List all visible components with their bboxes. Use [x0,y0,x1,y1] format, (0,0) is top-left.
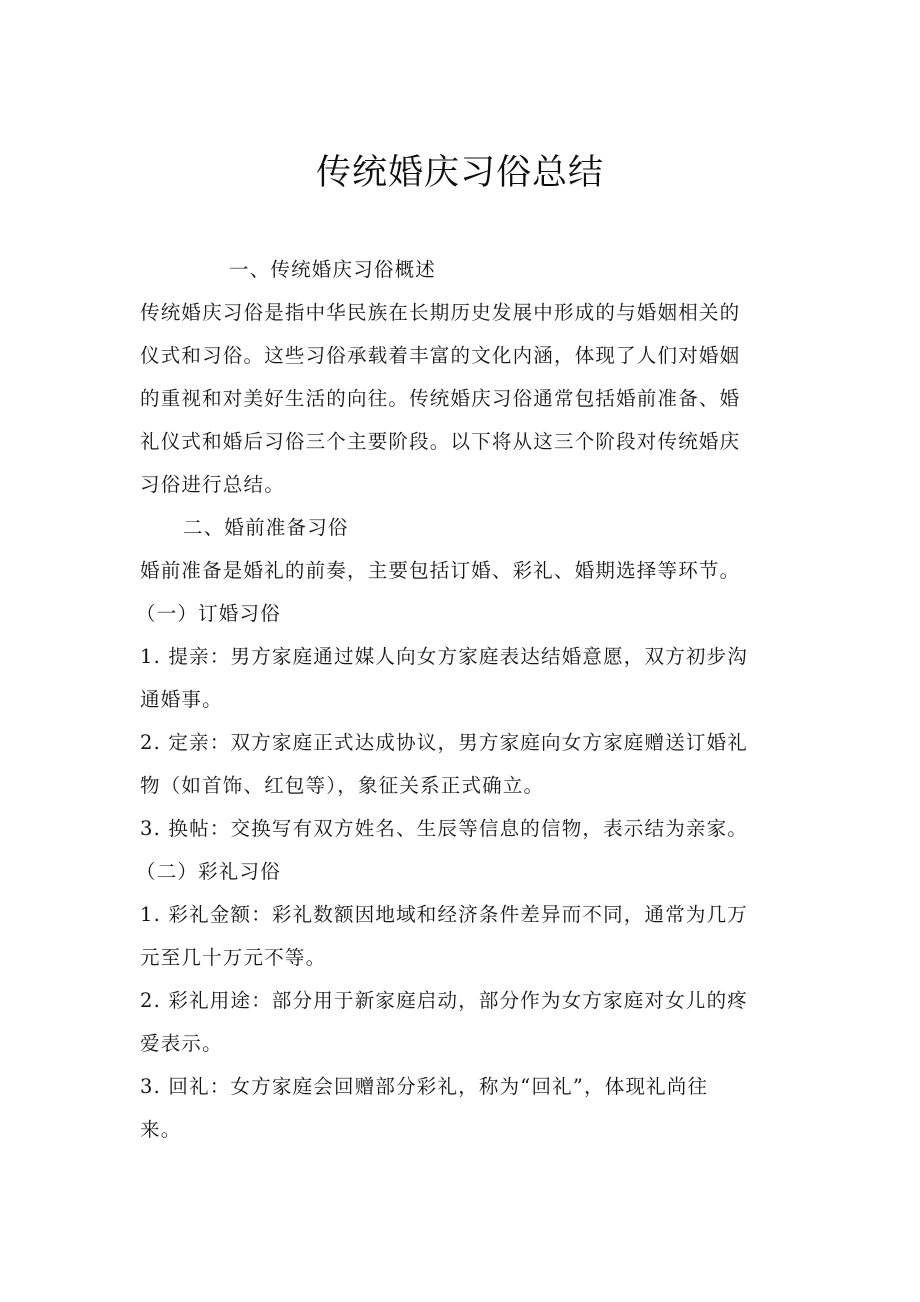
section-heading-overview: 一、传统婚庆习俗概述 [229,258,437,281]
list-item-continuation: 物（如首饰、红包等），象征关系正式确立。 [140,774,545,797]
list-item: 3. 回礼：女方家庭会回赠部分彩礼，称为“回礼”，体现礼尚往 [140,1075,709,1098]
premarital-intro: 婚前准备是婚礼的前奏，主要包括订婚、彩礼、婚期选择等环节。 [140,559,741,582]
paragraph-line: 习俗进行总结。 [140,473,285,496]
list-item: 1. 彩礼金额：彩礼数额因地域和经济条件差异而不同，通常为几万 [140,903,749,926]
paragraph-line: 仪式和习俗。这些习俗承载着丰富的文化内涵，体现了人们对婚姻 [140,344,741,367]
list-item-continuation: 来。 [140,1118,182,1141]
list-item: 1. 提亲：男方家庭通过媒人向女方家庭表达结婚意愿，双方初步沟 [140,645,749,668]
list-item: 3. 换帖：交换写有双方姓名、生辰等信息的信物，表示结为亲家。 [140,817,749,840]
section-heading-premarital: 二、婚前准备习俗 [183,516,349,539]
list-item: 2. 定亲：双方家庭正式达成协议，男方家庭向女方家庭赠送订婚礼 [140,731,749,754]
list-item-continuation: 通婚事。 [140,688,223,711]
list-item-continuation: 元至几十万元不等。 [140,946,327,969]
paragraph-line: 礼仪式和婚后习俗三个主要阶段。以下将从这三个阶段对传统婚庆 [140,430,741,453]
paragraph-line: 的重视和对美好生活的向往。传统婚庆习俗通常包括婚前准备、婚 [140,387,741,410]
subsection-heading-betrothal-gifts: （二）彩礼习俗 [136,860,281,883]
paragraph-line: 传统婚庆习俗是指中华民族在长期历史发展中形成的与婚姻相关的 [140,301,741,324]
list-item: 2. 彩礼用途：部分用于新家庭启动，部分作为女方家庭对女儿的疼 [140,989,749,1012]
document-title: 传统婚庆习俗总结 [315,153,604,193]
subsection-heading-engagement: （一）订婚习俗 [136,602,281,625]
list-item-continuation: 爱表示。 [140,1032,223,1055]
